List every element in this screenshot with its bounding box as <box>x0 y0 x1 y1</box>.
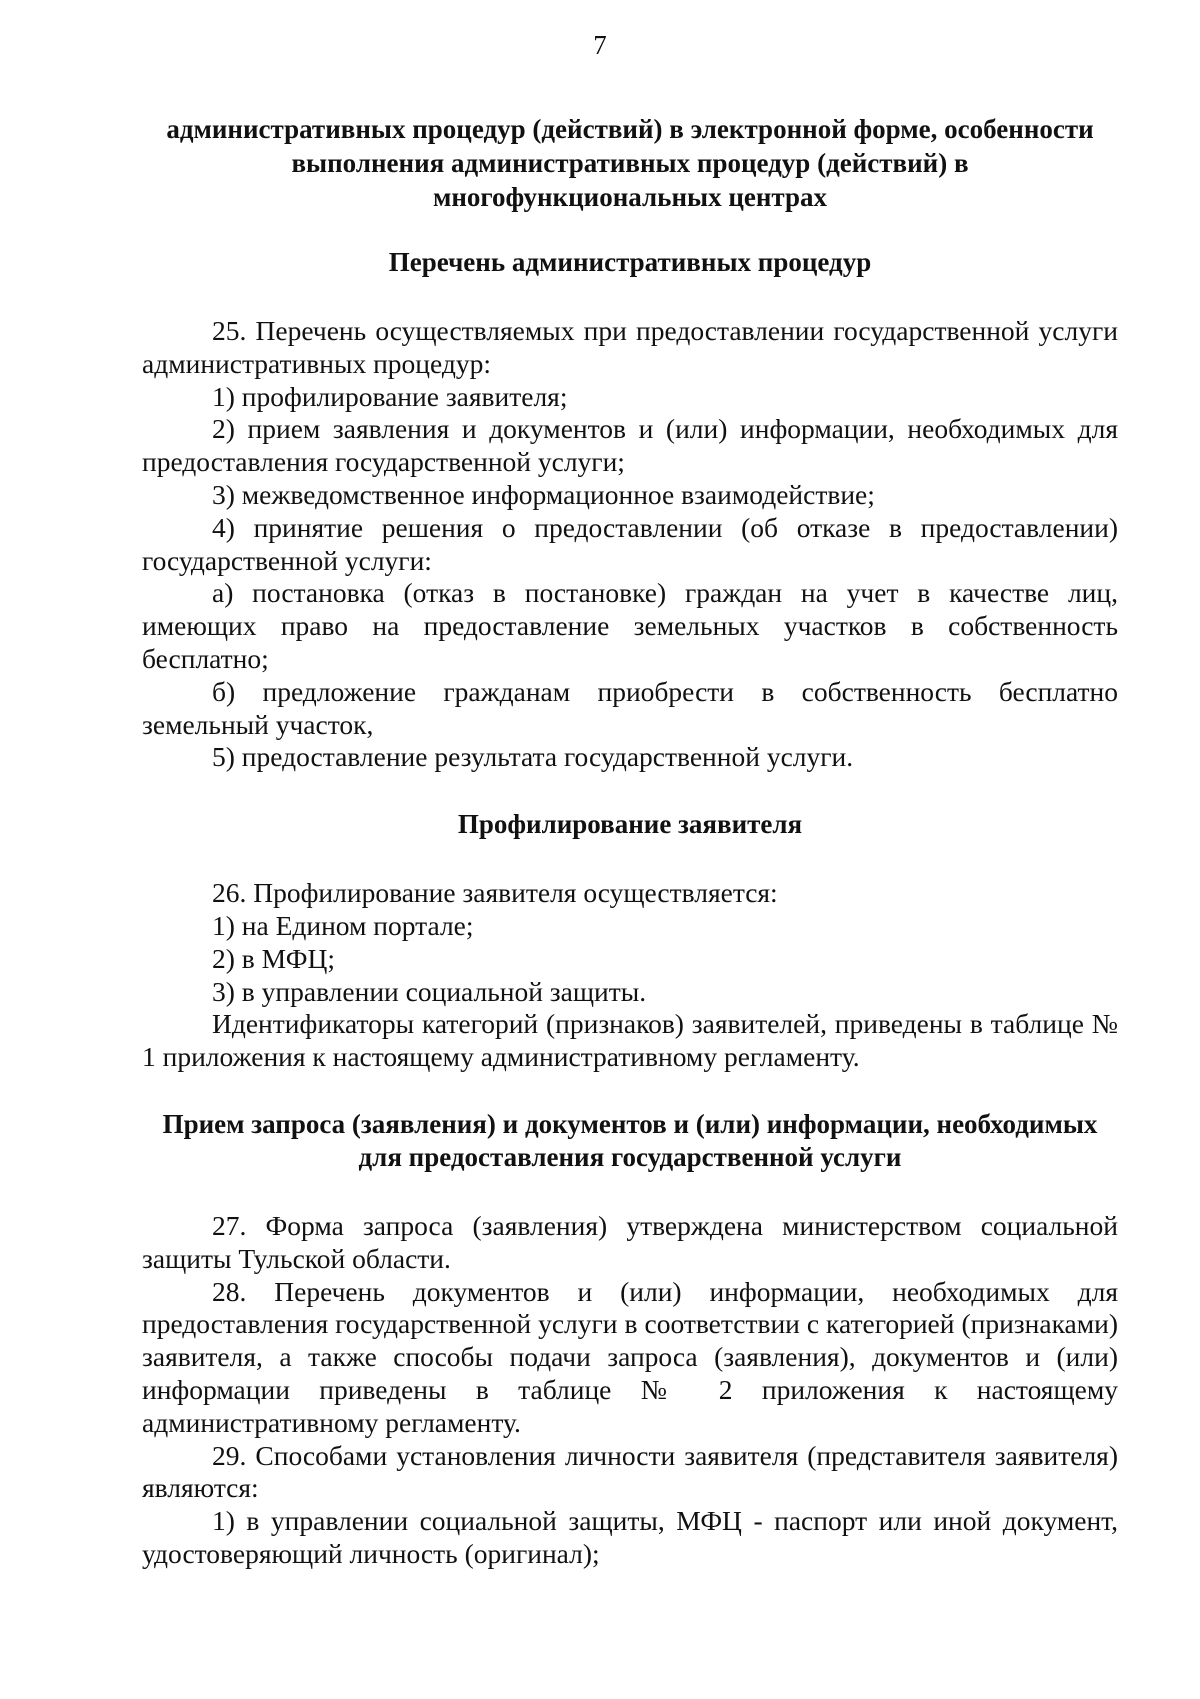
paragraph-29: 29. Способами установления личности заявителя (представителя заявителя) являются: <box>142 1439 1118 1504</box>
section-heading-profiling <box>142 808 1118 841</box>
section-heading-line: Профилирование заявителя <box>457 809 803 840</box>
section-heading-line: для предоставления государственной услуги <box>358 1141 902 1172</box>
list-item: 2) прием заявления и документов и (или) информации, необходимых для предоставления государственной услуги; <box>142 413 1118 478</box>
list-item: 2) в МФЦ; <box>212 942 335 974</box>
paragraph-26: 26. Профилирование заявителя осуществляется: <box>212 877 778 909</box>
list-item: 3) в управлении социальной защиты. <box>212 975 647 1007</box>
paragraph-identifiers: Идентификаторы категорий (признаков) заявителей, приведены в таблице № 1 приложения к настоящему административному регламенту. <box>142 1008 1118 1073</box>
list-item: 1) в управлении социальной защиты, МФЦ - паспорт или иной документ, удостоверяющий личность (оригинал); <box>142 1505 1118 1569</box>
section-heading-procedures-list <box>142 246 1118 279</box>
list-item: 1) на Едином портале; <box>212 909 474 941</box>
title-line: многофункциональных центрах <box>432 182 828 212</box>
list-subitem: а) постановка (отказ в постановке) граждан на учет в качестве лиц, имеющих право на предоставление земельных участков в собственность бесплатно; <box>142 577 1118 674</box>
document-body <box>142 112 1118 1571</box>
list-item: 5) предоставление результата государственной услуги. <box>212 741 854 773</box>
list-item: 3) межведомственное информационное взаимодействие; <box>212 478 875 510</box>
paragraph-28: 28. Перечень документов и (или) информации, необходимых для предоставления государственной услуги в соответствии с категорией (признаками) заявителя, а также способы подачи запроса (заявления), документов и (или) информации приведены в таблице № 2 приложения к настоящему административному регламенту. <box>142 1275 1118 1438</box>
paragraph-27: 27. Форма запроса (заявления) утверждена министерством социальной защиты Тульской области. <box>142 1209 1118 1274</box>
paragraph-25: 25. Перечень осуществляемых при предоставлении государственной услуги административных процедур: <box>142 315 1118 379</box>
list-item: 1) профилирование заявителя; <box>212 380 568 412</box>
list-item: 4) принятие решения о предоставлении (об отказе в предоставлении) государственной услуги: <box>142 511 1118 576</box>
title-line: выполнения административных процедур (действий) в <box>291 148 969 178</box>
list-subitem: б) предложение гражданам приобрести в собственность бесплатно земельный участок, <box>142 675 1118 740</box>
document-title <box>142 112 1118 214</box>
section-heading-line: Перечень административных процедур <box>388 247 872 277</box>
title-line: административных процедур (действий) в электронной форме, особенности <box>166 114 1094 144</box>
section-heading-request-intake <box>142 1108 1118 1174</box>
page-number: 7 <box>593 30 607 60</box>
section-heading-line: Прием запроса (заявления) и документов и (или) информации, необходимых <box>162 1108 1098 1139</box>
